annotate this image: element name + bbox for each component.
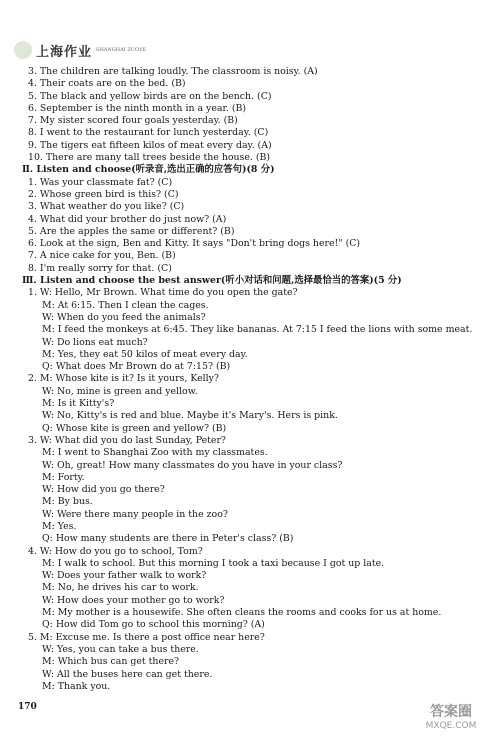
text-line: 3. The children are talking loudly. The classroom is noisy. (A) <box>28 66 318 77</box>
logo-icon <box>14 41 32 59</box>
text-line: W: When do you feed the animals? <box>42 311 206 323</box>
watermark-top: 答案圈 <box>430 704 472 720</box>
watermark-bottom: MXQE.COM <box>425 721 477 731</box>
section-heading: Ⅲ. Listen and choose the best answer(听小对话和问题,选择最恰当的答案)(5 分) <box>22 275 402 287</box>
text-line: M: No, he drives his car to work. <box>42 582 199 594</box>
text-line: W: How does your mother go to work? <box>42 594 225 606</box>
text-line: 4. W: How do you go to school, Tom? <box>28 545 203 557</box>
header-title: 上海作业 <box>36 44 93 60</box>
text-line: 6. September is the ninth month in a year. (B) <box>28 102 247 114</box>
text-line: M: I feed the monkeys at 6:45. They like bananas. At 7:15 I feed the lions with some meat. <box>42 324 473 336</box>
text-line: M: I went to Shanghai Zoo with my classmates. <box>42 447 268 459</box>
text-line: Q: How did Tom go to school this morning? (A) <box>42 619 265 631</box>
page-number: 170 <box>18 702 37 712</box>
watermark <box>412 701 490 731</box>
text-line: 2. Whose green bird is this? (C) <box>28 188 179 200</box>
text-line: M: Yes, they eat 50 kilos of meat every day. <box>42 348 248 360</box>
header-subtitle: SHANGHAI ZUOYE <box>96 47 147 53</box>
text-line: 5. Are the apples the same or different? (B) <box>28 225 235 237</box>
text-line: 5. M: Excuse me. Is there a post office near here? <box>28 631 265 643</box>
text-line: Q: What does Mr Brown do at 7:15? (B) <box>42 361 231 373</box>
text-line: M: At 6:15. Then I clean the cages. <box>42 299 209 311</box>
text-line: 7. My sister scored four goals yesterday. (B) <box>28 115 238 127</box>
text-line: 4. What did your brother do just now? (A) <box>28 213 227 225</box>
text-line: W: No, mine is green and yellow. <box>42 385 198 397</box>
text-line: M: Thank you. <box>42 680 111 692</box>
section-heading: Ⅱ. Listen and choose(听录音,选出正确的应答句)(8 分) <box>22 164 275 176</box>
text-line: 1. Was your classmate fat? (C) <box>28 176 173 188</box>
text-line: Q: How many students are there in Peter's class? (B) <box>42 533 294 545</box>
page-header <box>14 38 146 62</box>
text-line: W: Do lions eat much? <box>42 336 148 348</box>
text-line: 8. I'm really sorry for that. (C) <box>28 262 172 274</box>
text-line: W: All the buses here can get there. <box>42 668 213 680</box>
answer-key-content <box>22 66 492 693</box>
text-line: M: Yes. <box>42 520 77 532</box>
text-line: W: Yes, you can take a bus there. <box>42 643 199 655</box>
text-line: 10. There are many tall trees beside the house. (B) <box>28 152 271 164</box>
text-line: W: No, Kitty's is red and blue. Maybe it's Mary's. Hers is pink. <box>42 410 338 422</box>
text-line: 3. What weather do you like? (C) <box>28 201 185 213</box>
text-line: W: How did you go there? <box>42 484 165 496</box>
text-line: 9. The tigers eat fifteen kilos of meat every day. (A) <box>28 139 272 151</box>
text-line: W: Oh, great! How many classmates do you have in your class? <box>42 459 343 471</box>
text-line: W: Were there many people in the zoo? <box>42 508 228 520</box>
text-line: 5. The black and yellow birds are on the bench. (C) <box>28 90 272 102</box>
text-line: M: By bus. <box>42 496 93 508</box>
text-line: M: Forty. <box>42 471 85 483</box>
text-line: 4. Their coats are on the bed. (B) <box>28 78 186 90</box>
text-line: W: Does your father walk to work? <box>42 570 207 582</box>
text-line: 3. W: What did you do last Sunday, Peter? <box>28 434 226 446</box>
text-line: M: Which bus can get there? <box>42 656 180 668</box>
text-line: M: I walk to school. But this morning I took a taxi because I got up late. <box>42 557 385 569</box>
text-line: M: My mother is a housewife. She often cleans the rooms and cooks for us at home. <box>42 607 442 619</box>
text-line: M: Is it Kitty's? <box>42 398 115 410</box>
text-line: 2. M: Whose kite is it? Is it yours, Kelly? <box>28 373 219 385</box>
text-line: 1. W: Hello, Mr Brown. What time do you open the gate? <box>28 287 298 299</box>
text-line: 8. I went to the restaurant for lunch yesterday. (C) <box>28 127 269 139</box>
text-line: 6. Look at the sign, Ben and Kitty. It says "Don't bring dogs here!" (C) <box>28 238 361 250</box>
text-line: Q: Whose kite is green and yellow? (B) <box>42 422 227 434</box>
text-line: 7. A nice cake for you, Ben. (B) <box>28 250 176 262</box>
